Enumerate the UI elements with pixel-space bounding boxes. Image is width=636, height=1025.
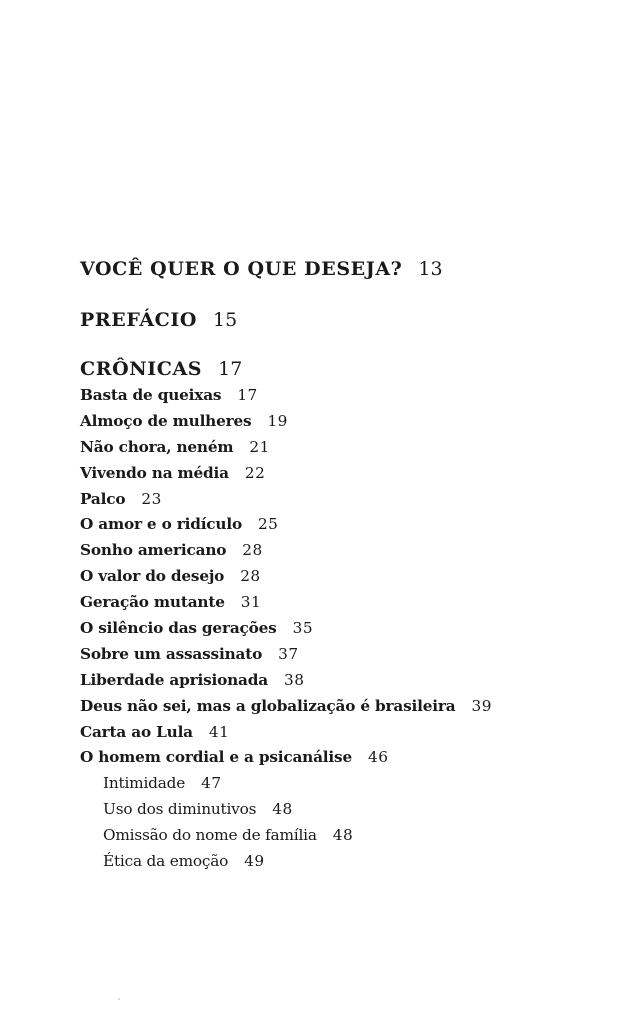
toc-heading-page: 17 — [218, 358, 243, 380]
toc-entry-title: O valor do desejo — [80, 567, 225, 586]
toc-entry — [80, 720, 620, 746]
toc-subentry-page: 47 — [201, 774, 222, 793]
toc-subentry — [80, 849, 620, 875]
toc-entry-title: O homem cordial e a psicanálise — [80, 748, 352, 767]
toc-subentry-title: Uso dos diminutivos — [103, 800, 257, 819]
toc-entry-title: Sonho americano — [80, 541, 227, 560]
toc-entry-title: Almoço de mulheres — [80, 411, 252, 430]
toc-entry — [80, 642, 620, 668]
toc-entry-page: 17 — [237, 386, 258, 404]
toc-entry-title: Basta de queixas — [80, 386, 222, 404]
toc-entry — [80, 745, 620, 771]
toc-entry-title: Sobre um assassinato — [80, 644, 263, 663]
table-of-contents — [80, 255, 620, 875]
toc-entry-title: Geração mutante — [80, 593, 225, 612]
toc-subentry — [80, 797, 620, 823]
toc-entry — [80, 694, 620, 720]
toc-subentry-page: 49 — [244, 852, 265, 871]
toc-entry — [80, 383, 620, 409]
toc-entry-page: 19 — [267, 411, 288, 430]
toc-entry-page: 38 — [283, 670, 305, 689]
toc-subentry-title: Ética da emoção — [103, 852, 229, 871]
toc-entry-page: 41 — [208, 722, 230, 741]
toc-heading-page: 13 — [418, 258, 443, 280]
toc-subentry-page: 48 — [332, 826, 354, 845]
toc-entry — [80, 616, 620, 642]
toc-entry — [80, 564, 620, 590]
toc-entry-title: O silêncio das gerações — [80, 619, 277, 638]
toc-entry-page: 35 — [292, 619, 314, 638]
toc-entry — [80, 461, 620, 487]
toc-entry-title: Deus não sei, mas a globalização é brasileira — [80, 696, 456, 715]
toc-entry-title: Liberdade aprisionada — [80, 670, 268, 689]
toc-entry-page: 22 — [244, 463, 266, 482]
toc-entry-title: Carta ao Lula — [80, 722, 193, 741]
toc-entry-page: 31 — [240, 593, 262, 612]
toc-entry-title: Palco — [80, 489, 126, 508]
toc-entry — [80, 590, 620, 616]
toc-subentry — [80, 771, 620, 797]
toc-entry-title: O amor e o ridículo — [80, 515, 242, 534]
toc-entry-page: 25 — [257, 515, 279, 534]
toc-subentry — [80, 823, 620, 849]
toc-entry-title: Vivendo na média — [80, 463, 229, 482]
toc-subentry-title: Omissão do nome de família — [103, 826, 317, 845]
toc-entry — [80, 538, 620, 564]
toc-entry-page: 39 — [471, 696, 492, 715]
toc-heading-title: CRÔNICAS — [80, 358, 203, 380]
toc-heading — [80, 306, 620, 334]
toc-entry-page: 28 — [242, 541, 263, 560]
toc-entry-page: 21 — [249, 437, 270, 456]
toc-heading — [80, 255, 620, 283]
toc-entry-page: 46 — [367, 748, 389, 767]
toc-entry — [80, 668, 620, 694]
toc-entry — [80, 512, 620, 538]
toc-entry — [80, 487, 620, 513]
toc-heading — [80, 355, 620, 383]
toc-entry — [80, 435, 620, 461]
toc-heading-title: VOCÊ QUER O QUE DESEJA? — [80, 258, 403, 280]
paper-speck — [118, 998, 120, 1000]
toc-entry-title: Não chora, neném — [80, 437, 234, 456]
toc-entry-page: 28 — [240, 567, 261, 586]
toc-heading-page: 15 — [213, 309, 238, 331]
toc-entry-page: 37 — [278, 644, 299, 663]
toc-subentry-title: Intimidade — [103, 774, 186, 793]
toc-entry — [80, 409, 620, 435]
toc-heading-title: PREFÁCIO — [80, 309, 198, 331]
toc-entry-page: 23 — [141, 489, 162, 508]
toc-subentry-page: 48 — [272, 800, 293, 819]
